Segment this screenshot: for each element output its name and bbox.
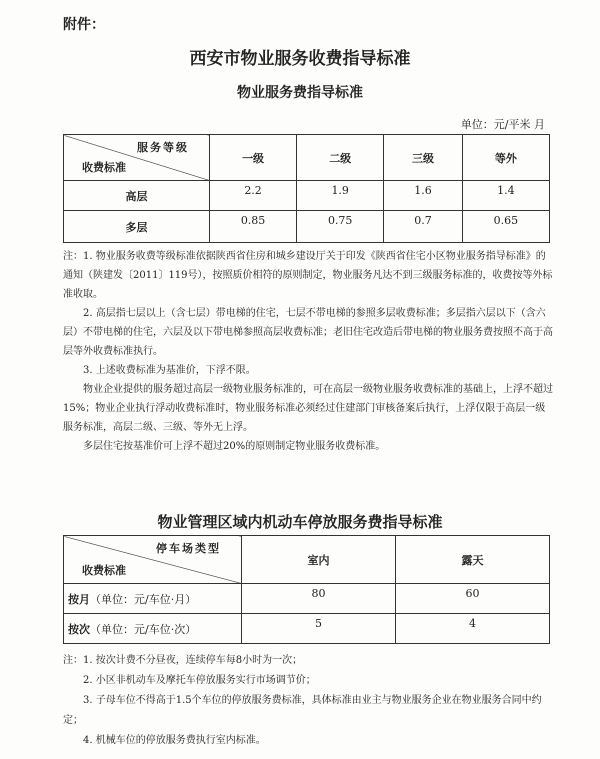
table1-corner-cell bbox=[64, 135, 210, 181]
table-cell: 0.85 bbox=[210, 211, 297, 243]
table-cell: 2.2 bbox=[210, 181, 297, 211]
table-cell: 1.4 bbox=[462, 181, 549, 211]
table1-col-header: 等外 bbox=[462, 135, 549, 181]
row-label-unit: （单位：元/车位·次） bbox=[90, 622, 197, 636]
table2-notes bbox=[63, 651, 553, 751]
table-row bbox=[64, 181, 550, 211]
table-cell: 4 bbox=[396, 614, 550, 644]
table1-title: 物业服务费指导标准 bbox=[237, 85, 363, 101]
parking-fee-table bbox=[63, 535, 550, 644]
table2-row-label bbox=[64, 584, 242, 614]
table-cell: 0.75 bbox=[297, 211, 384, 243]
table-cell: 5 bbox=[242, 614, 396, 644]
table1-row-label: 高层 bbox=[64, 181, 210, 211]
note-paragraph: 3. 上述收费标准为基准价，下浮不限。 bbox=[83, 365, 256, 376]
table-cell: 80 bbox=[242, 584, 396, 614]
table-cell: 60 bbox=[396, 584, 550, 614]
note-paragraph: 2. 高层指七层以上（含七层）带电梯的住宅，七层不带电梯的参照多层收费标准；多层指六层以下（含六层）不带电梯的住宅，六层及以下带电梯参照高层收费标准；老旧住宅改造后带电梯的物业服务费按照不高于高层等外收费标准执行。 bbox=[63, 308, 553, 357]
table-cell: 0.65 bbox=[462, 211, 549, 243]
table1-corner-bottom: 收费标准 bbox=[82, 161, 126, 174]
table-cell: 1.6 bbox=[384, 181, 463, 211]
table1-corner-top: 服务等级 bbox=[137, 141, 189, 154]
row-label-unit: （单位：元/车位·月） bbox=[90, 592, 197, 606]
table2-col-header: 室内 bbox=[242, 536, 396, 584]
table2-corner-cell bbox=[64, 536, 242, 584]
table-row bbox=[64, 614, 550, 644]
note-paragraph: 2. 小区非机动车及摩托车停放服务实行市场调节价； bbox=[83, 675, 316, 686]
table-row bbox=[64, 584, 550, 614]
note-paragraph: 物业企业提供的服务超过高层一级物业服务标准的，可在高层一级物业服务收费标准的基础上，上浮不超过15%；物业企业执行浮动收费标准时，物业服务标准必须经过住建部门审核备案后执行，上浮仅限于高层一级服务标准，高层二级、三级、等外无上浮。 bbox=[63, 384, 553, 433]
row-label-main: 按次 bbox=[68, 622, 90, 636]
table2-row-label bbox=[64, 614, 242, 644]
table1-col-header: 一级 bbox=[210, 135, 297, 181]
table1-row-label: 多层 bbox=[64, 211, 210, 243]
attachment-label: 附件： bbox=[63, 17, 105, 33]
table-cell: 1.9 bbox=[297, 181, 384, 211]
row-label-main: 按月 bbox=[68, 592, 90, 606]
table2-corner-top: 停车场类型 bbox=[156, 542, 221, 555]
property-fee-table bbox=[63, 134, 550, 243]
table-cell: 0.7 bbox=[384, 211, 463, 243]
table1-unit: 单位：元/平米 月 bbox=[460, 118, 545, 131]
table2-col-header: 露天 bbox=[396, 536, 550, 584]
table2-corner-bottom: 收费标准 bbox=[82, 564, 126, 577]
note-paragraph: 4. 机械车位的停放服务费执行室内标准。 bbox=[83, 735, 266, 746]
note-paragraph: 注：1. 按次计费不分昼夜，连续停车每8小时为一次； bbox=[63, 655, 303, 666]
table1-col-header: 二级 bbox=[297, 135, 384, 181]
document-title: 西安市物业服务收费指导标准 bbox=[189, 49, 411, 69]
table2-title: 物业管理区域内机动车停放服务费指导标准 bbox=[157, 513, 443, 531]
note-paragraph: 多层住宅按基准价可上浮不超过20%的原则制定物业服务收费标准。 bbox=[83, 441, 386, 452]
table1-notes bbox=[63, 247, 553, 456]
table1-col-header: 三级 bbox=[384, 135, 463, 181]
note-paragraph: 3. 子母车位不得高于1.5个车位的停放服务费标准，具体标准由业主与物业服务企业在物业服务合同中约定； bbox=[63, 695, 542, 726]
note-paragraph: 注：1. 物业服务收费等级标准依据陕西省住房和城乡建设厅关于印发《陕西省住宅小区物业服务指导标准》的通知（陕建发〔2011〕119号），按照质价相符的原则制定，物业服务凡达不到三级服务标准的，收费按等外标准收取。 bbox=[63, 251, 553, 300]
table-row bbox=[64, 211, 550, 243]
